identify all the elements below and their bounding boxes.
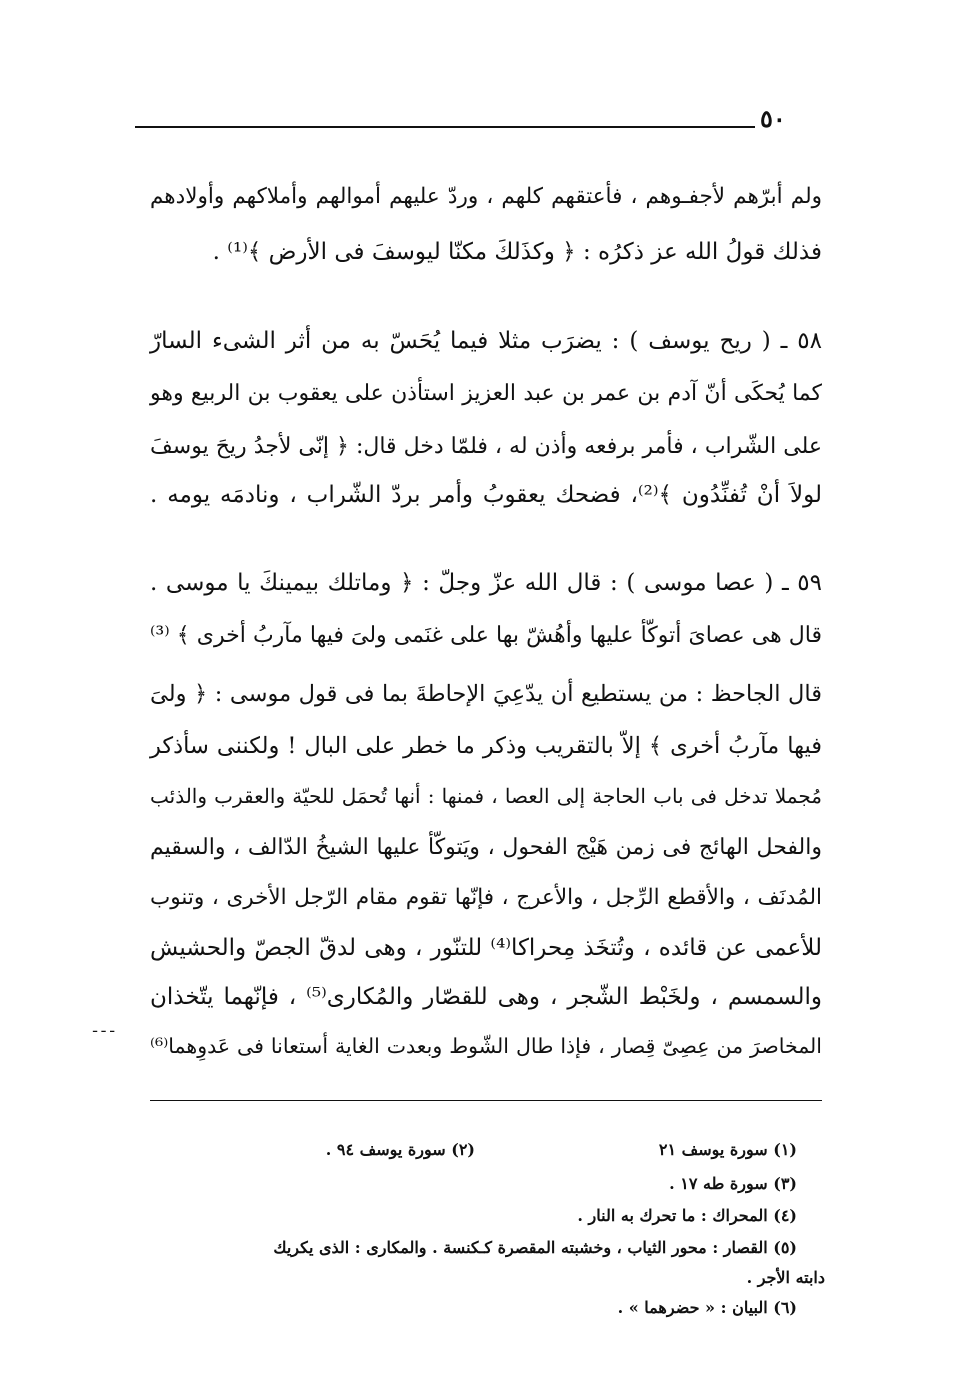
body-line: المخاصرَ من عِصِىّ قِصار ، فإذا طال الشّوط وبعدت الغاية أستعانا فى عَدوِهما⁽⁶⁾ <box>150 1034 822 1058</box>
body-line: كما يُحكَى أنّ آدم بن عمر بن عبد العزيز استأذن على يعقوب بن الربيع وهو <box>150 381 822 406</box>
body-line: لولاَ أنْ تُفنِّدُون ﴾⁽²⁾، فضحك يعقوبُ وأمر بردّ الشّراب ، ونادمَه يومه . <box>150 482 822 508</box>
body-line: فيها مآربُ أخرى ﴾ إلاّ بالتقريب وذكر ما خطر على البال ! ولكننى سأذكر <box>150 733 822 759</box>
footnote: دابته الأجر . <box>746 1268 825 1287</box>
body-line: المُدنَف ، والأقطع الرِّجل ، والأعرج ، فإنّها تقوم مقام الرّجل الأخرى ، وتنوب <box>150 885 822 910</box>
footnote: (٣) سورة طه ١٧ . <box>669 1174 797 1193</box>
footnote: (١) سورة يوسف ٢١ <box>658 1140 797 1159</box>
footnote: (٢) سورة يوسف ٩٤ . <box>325 1140 475 1159</box>
body-line: قال هى عصاىَ أتوكّأ عليها وأهُشّ بها على غنَمى ولىَ فيها مآربُ أخرى ﴾ ⁽³⁾ <box>150 623 822 648</box>
body-line: ٥٩ ـ ( عصا موسى ) : قال الله عزّ وجلّ : ﴿ وماتلك بيمينكَ يا موسى . <box>150 570 822 596</box>
body-line: والسمسم ، ولخَبْط الشّجر ، وهى للقصّار والمُكارى⁽⁵⁾ ، فإنّهما يتّخذان <box>150 984 822 1010</box>
page-number: ٥٠ <box>760 104 786 133</box>
footnote-rule <box>150 1100 822 1101</box>
body-line: والفحل الهائج فى زمن هَيْج الفحول ، ويَتوكّأ عليها الشيخُ الدّالف ، والسقيم <box>150 835 822 860</box>
margin-mark: ـ ـ ـ <box>93 1020 115 1036</box>
body-line: ولم أبرّهم لأجفـوهم ، فأعتقهم كلهم ، وردّ عليهم أموالهم وأملاكهم وأولادهم <box>150 184 822 209</box>
footnote: (٦) البيان : « حضرهما » . <box>617 1298 797 1317</box>
body-line: فذلك قولُ الله عز ذكرُه : ﴿ وكذَلكَ مكنّا ليوسفَ فى الأرض ﴾⁽¹⁾ . <box>212 239 822 265</box>
footnote: (٤) المحراك : ما تحرك به النار . <box>577 1206 797 1225</box>
body-line: ٥٨ ـ ( ريح يوسف ) : يضرَب مثلا فيما يُحَسّ به من أثر الشىء السارّ <box>150 328 822 354</box>
body-line: للأعمى عن قائده ، وتُتخَذ مِحراكا⁽⁴⁾ للتنّور ، وهى لدقّ الجصّ والحشيش <box>150 935 822 961</box>
body-line: مُجملا تدخل فى باب الحاجة إلى العصا ، فمنها : أنها تُحمَل للحيّة والعقرب والذئب <box>150 784 822 808</box>
footnote: (٥) القصار : محور الثياب ، وخشبته المقصرة كـكنسة . والمكارى : الذى يكريك <box>273 1238 797 1257</box>
header-rule <box>135 126 755 128</box>
body-line: قال الجاحظ : من يستطيع أن يدّعِيَ الإحاطةَ بما فى قول موسى : ﴿ ولىَ <box>150 681 822 707</box>
body-line: على الشّراب ، فأمر برفعه وأذن له ، فلمّا دخل قال: ﴿ إنّى لأجدُ ريحَ يوسفَ <box>150 434 822 459</box>
